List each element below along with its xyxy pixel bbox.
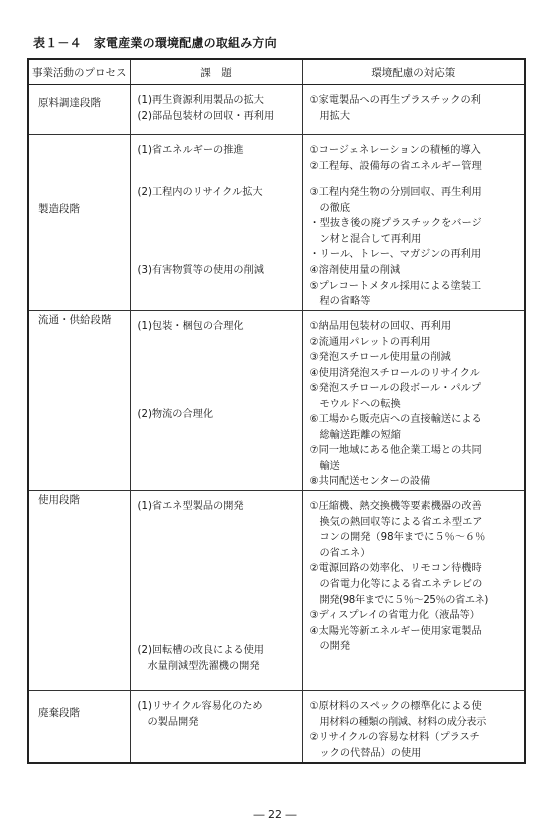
table-row	[28, 691, 525, 763]
table-row	[28, 85, 525, 135]
measure-cell	[302, 85, 525, 135]
header-process: 事業活動のプロセス	[28, 59, 130, 85]
issue-block: (1)省エネルギーの推進	[137, 145, 244, 156]
table-row	[28, 311, 525, 491]
process-cell: 原料調達段階	[28, 85, 130, 135]
measure-block: ①家電製品への再生プラスチックの利 用拡大	[309, 95, 481, 122]
issue-cell	[130, 691, 302, 763]
measure-block: ④溶剤使用量の削減 ⑤プレコートメタル採用による塗装工 程の省略等	[309, 265, 482, 308]
environment-table	[27, 58, 526, 764]
measure-cell	[302, 691, 525, 763]
measure-block: ③工程内発生物の分別回収、再生利用 の徹底 ・型抜き後の廃プラスチックをバージ ン材と混合して再利用 ・リール、トレー、マガジンの再利用	[309, 187, 482, 261]
table-title: 家電産業の環境配慮の取組み方向	[93, 36, 277, 50]
measure-cell	[302, 491, 525, 691]
header-row	[28, 59, 525, 85]
issue-block: (2)物流の合理化	[137, 409, 214, 420]
measure-block: ①コージェネレーションの積極的導入 ②工程毎、設備毎の省エネルギー管理	[309, 145, 482, 172]
table-row	[28, 135, 525, 311]
issue-cell	[130, 85, 302, 135]
issue-cell	[130, 135, 302, 311]
header-measures: 環境配慮の対応策	[302, 59, 525, 85]
process-cell: 流通・供給段階	[28, 311, 130, 491]
issue-block: (3)有害物質等の使用の削減	[137, 265, 264, 276]
issue-block: (1)省エネ型製品の開発	[137, 501, 244, 512]
page-number: ― 22 ―	[253, 808, 297, 821]
issue-block: (1)再生資源利用製品の拡大 (2)部品包装材の回収・再利用	[137, 95, 275, 122]
table-row	[28, 491, 525, 691]
issue-block: (2)工程内のリサイクル拡大	[137, 187, 263, 198]
issue-cell	[130, 311, 302, 491]
table-caption	[33, 34, 277, 51]
measure-block: ①納品用包装材の回収、再利用 ②流通用パレットの再利用 ③発泡スチロール使用量の削減 ④使用済発泡スチロールのリサイクル ⑤発泡スチロールの段ボール・パルプ モウルドへの転換	[309, 321, 482, 410]
measure-block: ①圧縮機、熱交換機等要素機器の改善 換気の熱回収等による省エネ型エア コンの開発（98年までに５％～６％ の省エネ） ②電源回路の効率化、リモコン待機時 の省電力化等による省エネテレビの 開発(98年までに５％～25％の省エネ) ③ディスプレイの省電力化（液晶等） ④太陽光等新エネルギー使用家電製品 の開発	[309, 501, 488, 653]
measure-block: ⑥工場から販売店への直接輸送による 総輸送距離の短縮 ⑦同一地域にある他企業工場との共同 輸送 ⑧共同配送センターの設備	[309, 414, 482, 488]
table-number: 表１－４	[33, 36, 82, 50]
issue-block: (1)包装・梱包の合理化	[137, 321, 244, 332]
issue-block: (1)リサイクル容易化のため の製品開発	[137, 701, 263, 728]
process-cell: 製造段階	[28, 135, 130, 311]
header-issue: 課 題	[130, 59, 302, 85]
process-cell: 使用段階	[28, 491, 130, 691]
issue-block: (2)回転槽の改良による使用 水量削減型洗濯機の開発	[137, 645, 264, 672]
measure-block: ①原材料のスペックの標準化による使 用材料の種類の削減、材料の成分表示 ②リサイクルの容易な材料（プラスチ ックの代替品）の使用	[309, 701, 486, 759]
measure-cell	[302, 311, 525, 491]
process-cell: 廃棄段階	[28, 691, 130, 763]
measure-cell	[302, 135, 525, 311]
issue-cell	[130, 491, 302, 691]
